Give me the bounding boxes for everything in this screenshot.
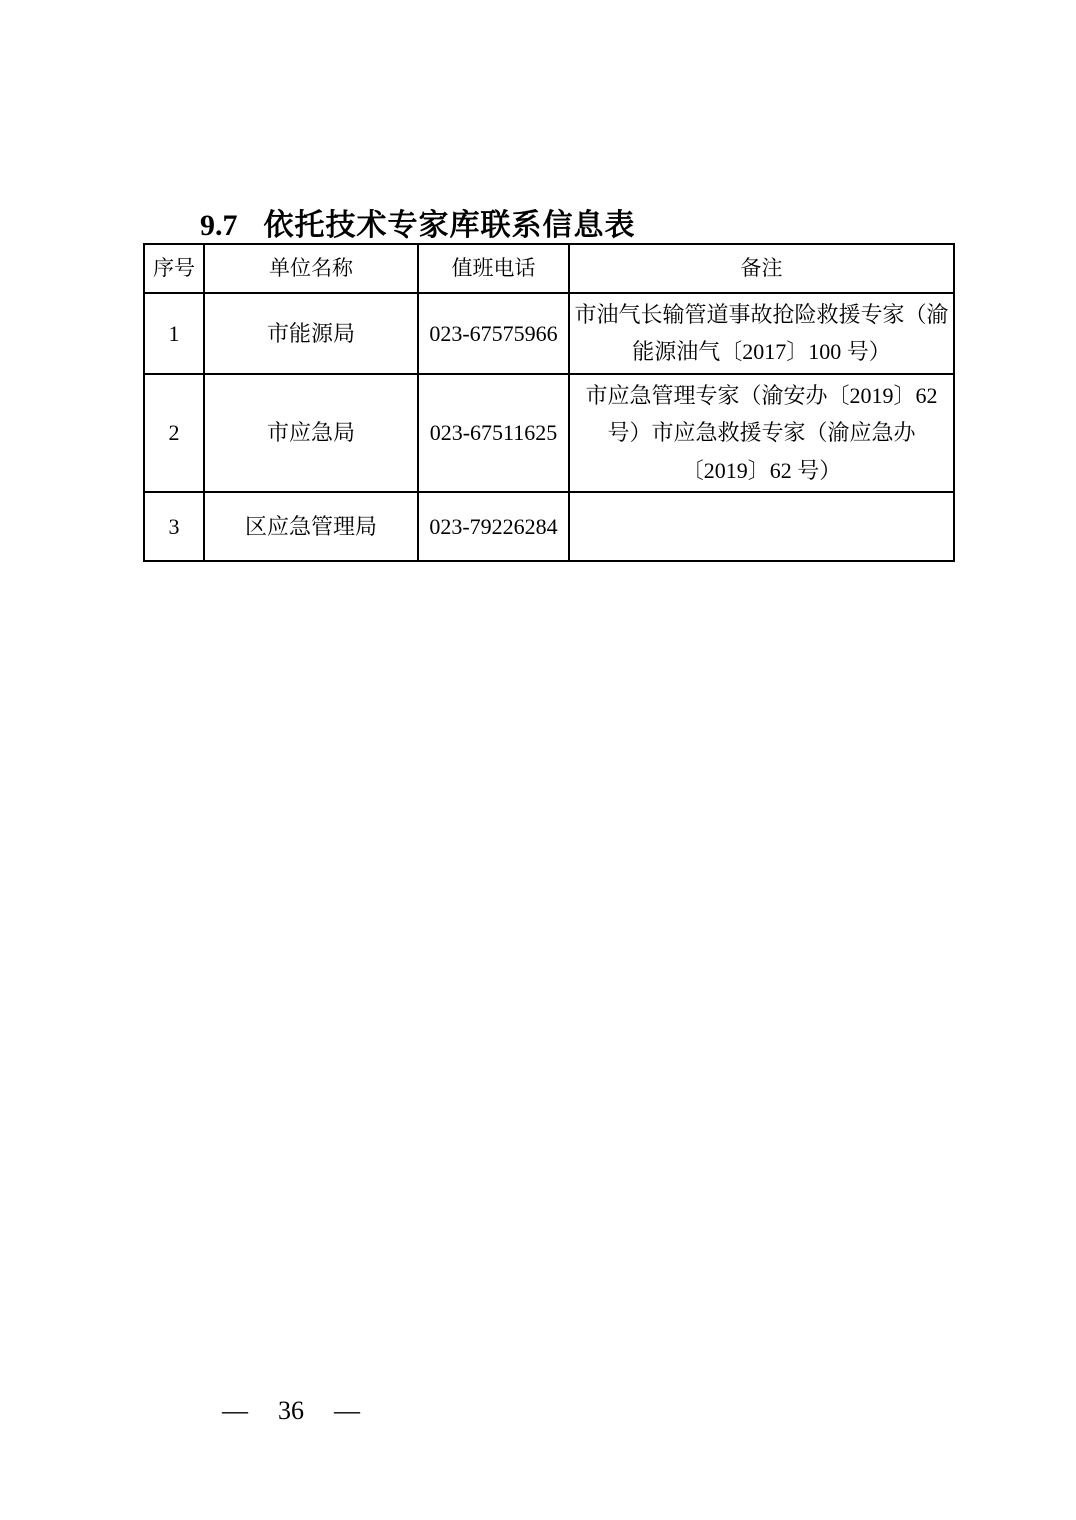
header-cell-remark: 备注: [569, 244, 954, 293]
cell-no: 3: [144, 492, 204, 561]
section-title: [200, 200, 636, 244]
cell-phone: 023-67575966: [418, 293, 569, 374]
cell-unit: 市能源局: [204, 293, 418, 374]
section-number: 9.7: [200, 209, 238, 242]
footer-right-dash: —: [334, 1396, 360, 1425]
cell-unit: 市应急局: [204, 374, 418, 492]
cell-phone: 023-79226284: [418, 492, 569, 561]
footer-left-dash: —: [222, 1396, 248, 1425]
table-header-row: [144, 244, 954, 293]
table-row: [144, 374, 954, 492]
cell-remark: [569, 492, 954, 561]
cell-remark: 市油气长输管道事故抢险救援专家（渝能源油气〔2017〕100 号）: [569, 293, 954, 374]
footer-page-number: 36: [278, 1396, 304, 1425]
table-row: [144, 293, 954, 374]
contact-table: [143, 243, 955, 562]
table-row: [144, 492, 954, 561]
cell-no: 2: [144, 374, 204, 492]
header-cell-unit: 单位名称: [204, 244, 418, 293]
section-title-text: 依托技术专家库联系信息表: [263, 209, 636, 242]
cell-unit: 区应急管理局: [204, 492, 418, 561]
cell-remark: 市应急管理专家（渝安办〔2019〕62 号）市应急救援专家（渝应急办 〔2019〕62 号）: [569, 374, 954, 492]
page-footer: [222, 1396, 360, 1426]
header-cell-phone: 值班电话: [418, 244, 569, 293]
header-cell-no: 序号: [144, 244, 204, 293]
cell-no: 1: [144, 293, 204, 374]
cell-phone: 023-67511625: [418, 374, 569, 492]
